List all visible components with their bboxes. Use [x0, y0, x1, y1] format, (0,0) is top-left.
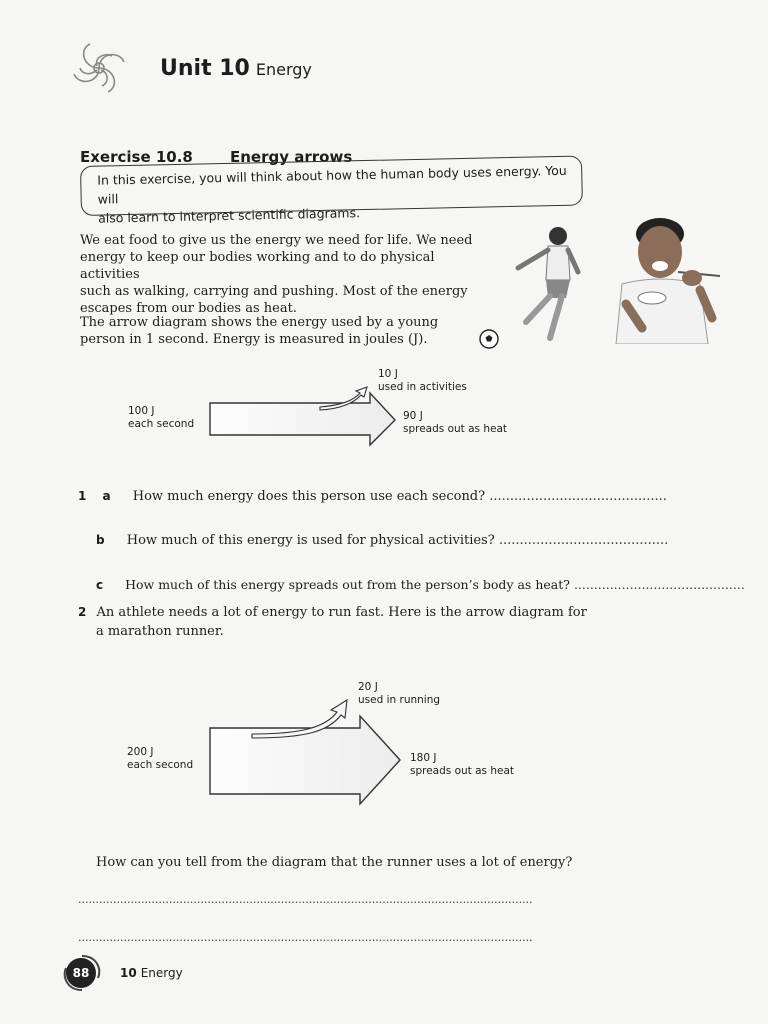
energy-arrow-diagram-1: [200, 385, 410, 450]
output-value: 90 J: [403, 410, 423, 422]
question-1c: [96, 577, 756, 592]
diagram1-input: [128, 405, 194, 431]
question-1b: [96, 533, 696, 548]
question-text: How much of this energy is used for physical activities?: [126, 533, 495, 548]
branch-label: used in activities: [378, 381, 467, 393]
output-label: spreads out as heat: [403, 423, 508, 435]
answer-line[interactable]: ...........................................: [489, 489, 667, 504]
unit-label: Unit 10: [160, 56, 250, 81]
question-text: An athlete needs a lot of energy to run fast. Here is the arrow diagram for: [96, 605, 587, 620]
footer-unit-number: 10: [120, 966, 137, 980]
intro-line-2: also learn to interpret scientific diagrams.: [97, 205, 361, 226]
footer-unit-topic: Energy: [140, 966, 183, 980]
energy-arrow-diagram-2: [200, 690, 420, 810]
answer-line[interactable]: .........................................: [498, 533, 669, 548]
paragraph-line: energy to keep our bodies working and to do physical activities: [80, 250, 435, 282]
question-number: 1: [78, 489, 87, 503]
page-number: 88: [66, 958, 96, 988]
branch-value: 10 J: [378, 368, 398, 380]
intro-paragraph: [80, 232, 480, 317]
question-text: How much of this energy spreads out from the person’s body as heat?: [125, 577, 570, 592]
diagram-paragraph: [80, 314, 440, 348]
paragraph-line: We eat food to give us the energy we need for life. We need: [80, 233, 473, 248]
diagram1-branch: [378, 368, 467, 394]
question-2-followup: How can you tell from the diagram that the runner uses a lot of energy?: [96, 855, 573, 870]
boy-eating-illustration: [612, 214, 724, 344]
answer-line-1[interactable]: ..................................................................................................................................: [78, 893, 533, 906]
question-letter: c: [96, 578, 104, 592]
footer-unit: [120, 966, 183, 980]
input-label: each second: [127, 759, 194, 771]
exercise-number: Exercise 10.8: [80, 148, 193, 166]
output-label: spreads out as heat: [410, 765, 515, 777]
unit-swirl-icon: [64, 38, 134, 98]
branch-label: used in running: [358, 694, 441, 706]
question-text: a marathon runner.: [96, 624, 224, 639]
question-text: How much energy does this person use each second?: [132, 489, 486, 504]
answer-line-2[interactable]: ..................................................................................................................................: [78, 931, 533, 944]
paragraph-line: person in 1 second. Energy is measured in joules (J).: [80, 332, 428, 347]
intro-line-1: In this exercise, you will think about how the human body uses energy. You will: [97, 162, 567, 207]
paragraph-line: The arrow diagram shows the energy used by a young: [80, 315, 439, 330]
boy-kicking-ball-illustration: [500, 222, 600, 352]
branch-value: 20 J: [358, 681, 378, 693]
question-letter: b: [96, 533, 105, 547]
exercise-title: Energy arrows: [230, 148, 353, 166]
output-value: 180 J: [410, 752, 437, 764]
diagram2-input: [127, 746, 193, 772]
diagram2-output: [410, 752, 514, 778]
question-2: [78, 603, 598, 641]
input-label: each second: [128, 418, 195, 430]
question-1a: [78, 489, 678, 504]
unit-topic: Energy: [255, 60, 312, 79]
question-letter: a: [102, 489, 111, 503]
diagram1-output: [403, 410, 507, 436]
football-icon: [478, 328, 500, 350]
answer-line[interactable]: ...........................................: [573, 577, 745, 592]
intro-box: [80, 155, 583, 226]
input-value: 100 J: [128, 405, 155, 417]
question-number: 2: [78, 605, 87, 619]
paragraph-line: escapes from our bodies as heat.: [80, 301, 297, 316]
paragraph-line: such as walking, carrying and pushing. Most of the energy: [80, 284, 468, 299]
diagram2-branch: [358, 681, 440, 707]
main-arrow: [210, 393, 395, 445]
input-value: 200 J: [127, 746, 154, 758]
unit-title: [160, 56, 312, 81]
